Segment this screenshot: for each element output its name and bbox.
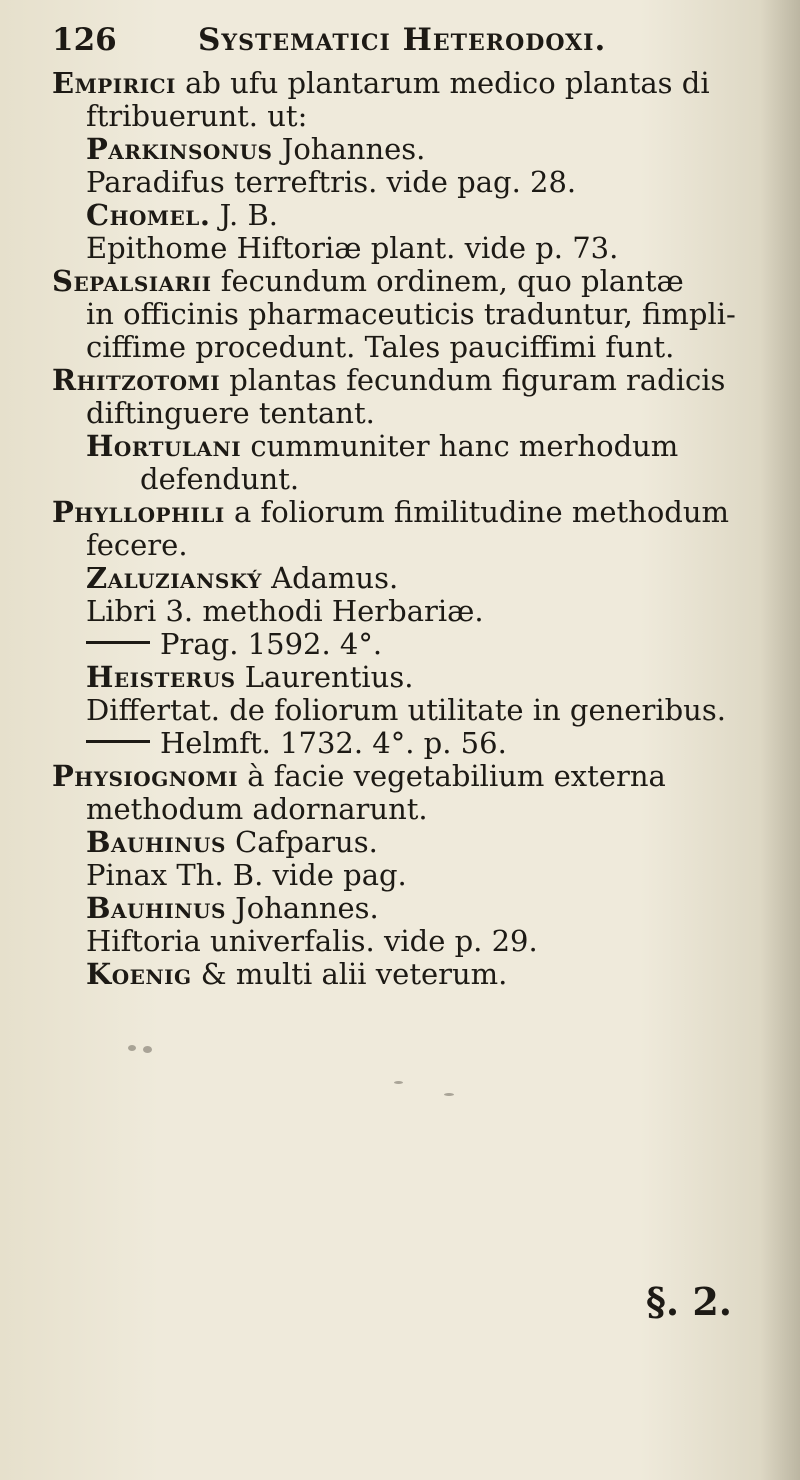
text-line (86, 924, 538, 958)
entry-name: Heisterus (86, 660, 236, 694)
text-line (86, 891, 379, 925)
line-text: diftinguere tentant. (86, 396, 375, 430)
text-line (140, 462, 299, 496)
entry-name: Bauhinus (86, 891, 226, 925)
line-text: a foliorum fimilitudine methodum (224, 495, 730, 529)
ink-speck (143, 1046, 152, 1053)
line-text: fecundum ordinem, quo plantæ (211, 264, 684, 298)
ditto-dash (86, 740, 150, 743)
text-line (86, 297, 736, 331)
text-line (86, 825, 378, 859)
line-text: ciffime procedunt. Tales pauciffimi funt. (86, 330, 675, 364)
line-text: Libri 3. methodi Herbariæ. (86, 594, 484, 628)
text-line (86, 660, 413, 694)
text-line (52, 363, 725, 397)
line-text: fecere. (86, 528, 188, 562)
entry-name: Bauhinus (86, 825, 226, 859)
text-line (86, 198, 278, 232)
line-text: Adamus. (261, 561, 399, 595)
text-line (86, 330, 674, 364)
entry-name: Physiognomi (52, 759, 238, 793)
line-text: Differtat. de foliorum utilitate in generibus. (86, 693, 726, 727)
entry-name: Empirici (52, 66, 176, 100)
line-text: & multi alii veterum. (191, 957, 508, 991)
page-edge-shadow (760, 0, 800, 1480)
line-text: cummuniter hanc merhodum (241, 429, 679, 463)
line-text: ftribuerunt. ut: (86, 99, 308, 133)
text-line (86, 165, 576, 199)
running-title: Systematici Heterodoxi. (198, 22, 607, 58)
page-header (52, 20, 772, 60)
text-line (86, 429, 678, 463)
text-line (86, 231, 618, 265)
line-text: Paradifus terreftris. vide pag. 28. (86, 165, 577, 199)
ink-speck (394, 1081, 403, 1084)
line-text: Epithome Hiftoriæ plant. vide p. 73. (86, 231, 619, 265)
text-line (86, 627, 382, 661)
text-line (86, 858, 407, 892)
line-text: ab ufu plantarum medico plantas di (175, 66, 710, 100)
entry-name: Sepalsiarii (52, 264, 212, 298)
line-text: Laurentius. (235, 660, 414, 694)
entry-name: Phyllophili (52, 495, 225, 529)
line-text: Johannes. (225, 891, 379, 925)
text-line (86, 792, 428, 826)
section-mark: §. 2. (646, 1279, 733, 1324)
text-line (86, 99, 307, 133)
text-line (52, 759, 666, 793)
text-line (86, 957, 507, 991)
text-line (86, 561, 398, 595)
line-text: Prag. 1592. 4°. (160, 627, 383, 661)
line-text: plantas fecundum figuram radicis (220, 363, 726, 397)
line-text: defendunt. (140, 462, 300, 496)
text-line (86, 396, 375, 430)
text-line (52, 264, 684, 298)
line-text: Cafparus. (225, 825, 378, 859)
line-text: J. B. (210, 198, 279, 232)
ink-speck (444, 1093, 454, 1096)
line-text: in officinis pharmaceuticis traduntur, fimpli- (86, 297, 736, 331)
line-text: à facie vegetabilium externa (237, 759, 666, 793)
entry-name: Parkinsonus (86, 132, 273, 166)
text-line (52, 495, 729, 529)
entry-name: Koenig (86, 957, 192, 991)
text-line (86, 726, 507, 760)
text-line (52, 66, 710, 100)
line-text: Pinax Th. B. vide pag. (86, 858, 407, 892)
text-line (86, 594, 484, 628)
line-text: methodum adornarunt. (86, 792, 428, 826)
text-line (86, 528, 188, 562)
text-line (86, 693, 726, 727)
line-text: Johannes. (272, 132, 426, 166)
entry-name: Rhitzotomi (52, 363, 221, 397)
text-line (86, 132, 425, 166)
line-text: Helmft. 1732. 4°. p. 56. (160, 726, 507, 760)
entry-name: Zaluzianský (86, 561, 262, 595)
entry-name: Chomel. (86, 198, 211, 232)
ditto-dash (86, 641, 150, 644)
ink-speck (128, 1045, 136, 1051)
page-number: 126 (52, 22, 117, 58)
entry-name: Hortulani (86, 429, 242, 463)
line-text: Hiftoria univerfalis. vide p. 29. (86, 924, 538, 958)
